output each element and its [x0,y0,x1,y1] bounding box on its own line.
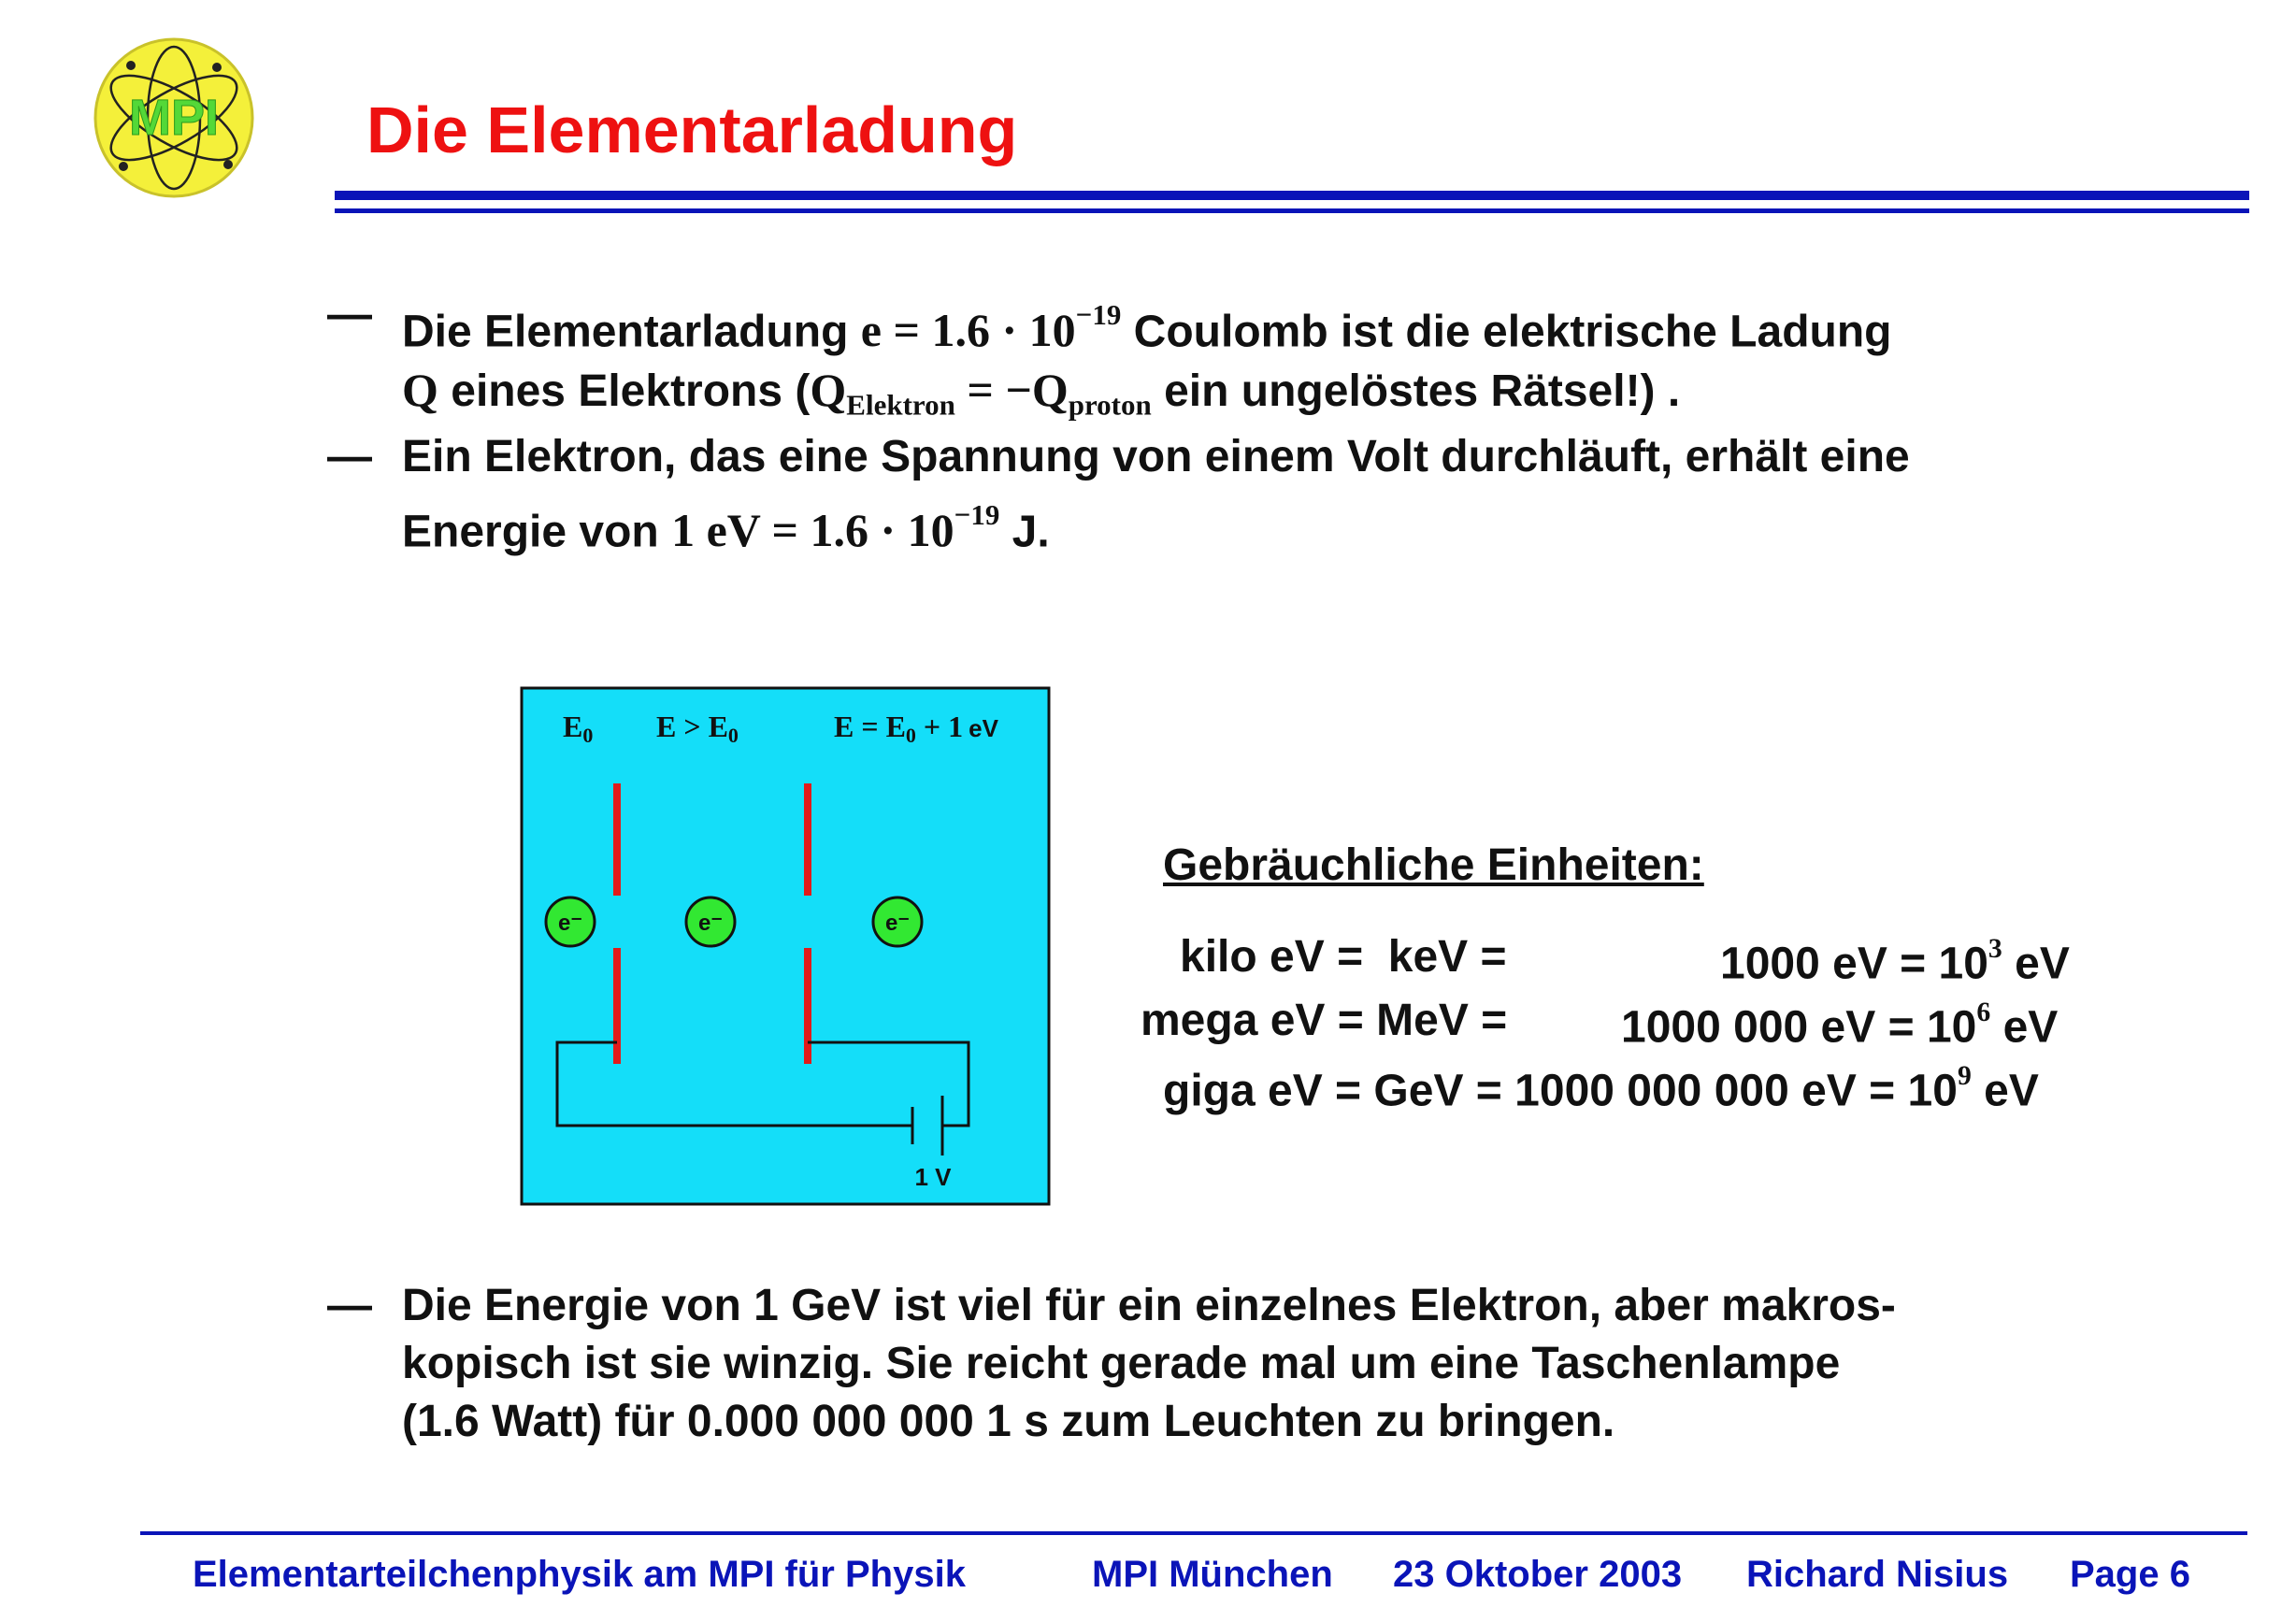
footer-page: Page 6 [2070,1554,2190,1595]
title-rule-thin [335,208,2249,213]
electron-1 [546,897,595,946]
exponent: −19 [954,498,1000,531]
footer-institute: MPI München [1092,1554,1333,1595]
electron-acceleration-diagram [520,686,1051,1206]
charge-relation [810,364,1152,422]
electron-3 [873,897,922,946]
bullet-line: (1.6 Watt) für 0.000 000 000 1 s zum Leuchten zu bringen. [402,1397,1615,1446]
bullet-text: ein ungelöstes Rätsel!) . [1164,366,1681,417]
bullet-text: J. [1012,507,1050,557]
unit-value: 1000 000 eV = 10 [1621,1002,1977,1053]
exponent: −19 [1075,298,1122,331]
slide-title: Die Elementarladung [366,93,1018,166]
unit-row-kilo-right [1720,933,2070,989]
label-e-greater: E > E0 [656,710,739,747]
bullet-dash: — [327,432,372,481]
footer-course: Elementarteilchenphysik am MPI für Physik [193,1554,966,1595]
voltage-label: 1 V [914,1163,952,1191]
plate-right-top [804,783,811,896]
ev-equation [671,498,1000,557]
title-rule-thick [335,191,2249,200]
equation-text: e = 1.6 · 10 [860,304,1076,357]
bullet-text: Coulomb ist die elektrische Ladung [1133,307,1892,357]
subscript: proton [1068,388,1152,422]
logo-text: MPI [128,90,220,146]
bullet-line [402,486,2160,561]
label-e-final: E = E0 + 1 eV [834,710,998,747]
bullet-line: kopisch ist sie winzig. Sie reicht gerade mal um eine Taschenlampe [402,1339,1841,1388]
bullet-text: eines Elektrons ( [451,366,811,417]
unit-row-giga [1163,1060,2039,1116]
plate-right-bottom [804,948,811,1064]
electron-label: e⁻ [884,911,911,936]
bullet-dash: — [327,1281,372,1330]
footer-date: 23 Oktober 2003 [1393,1554,1683,1595]
equation-text: Q [810,364,847,417]
mpi-logo [90,34,258,202]
bullet-text: Die Elementarladung [402,307,849,357]
unit-value: 1000 eV = 10 [1720,939,1988,989]
charge-equation [860,298,1122,357]
footer-author: Richard Nisius [1746,1554,2009,1595]
unit-row-mega-right [1621,997,2059,1053]
units-title: Gebräuchliche Einheiten: [1163,840,1704,890]
plate-left-top [613,783,621,896]
unit-symbol: eV [1984,1066,2039,1116]
bullet-line: Die Energie von 1 GeV ist viel für ein einzelnes Elektron, aber makros- [402,1281,1896,1330]
electron-label: e⁻ [557,911,583,936]
exponent: 3 [1987,933,2002,964]
label-e0: E0 [563,710,594,747]
unit-symbol: eV [2002,1002,2059,1053]
bullet-text: Energie von [402,507,659,557]
equation-text: = −Q [967,364,1069,417]
unit-row-kilo-left: kilo eV = keV = [1180,932,1507,982]
bullet-dash: — [327,290,372,339]
unit-row-mega-left: mega eV = MeV = [1141,996,1508,1045]
electron-2 [686,897,735,946]
equation-text: 1 eV = 1.6 · 10 [671,504,954,557]
bullet-line [402,286,2160,361]
bullet-line: Ein Elektron, das eine Spannung von einem Volt durchläuft, erhält eine [402,432,1910,481]
exponent: 9 [1957,1060,1972,1091]
electron-label: e⁻ [697,911,724,936]
unit-value: giga eV = GeV = 1000 000 000 eV = 10 [1163,1066,1958,1116]
subscript: Elektron [846,388,955,422]
exponent: 6 [1976,997,1991,1027]
footer-rule [140,1531,2247,1535]
plate-left-bottom [613,948,621,1064]
unit-symbol: eV [2015,939,2070,989]
charge-symbol: Q [402,364,438,417]
bullet-line [402,361,2160,434]
